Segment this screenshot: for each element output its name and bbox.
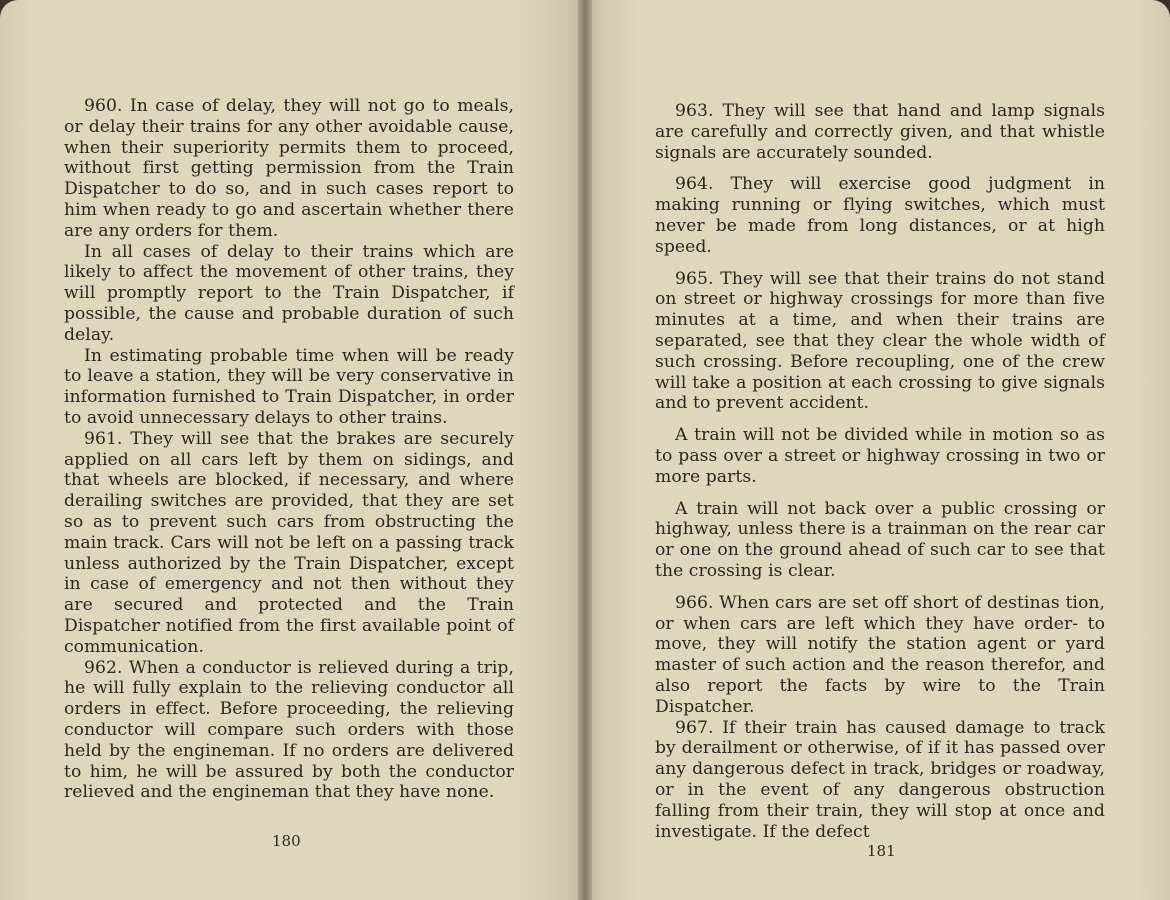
paragraph-964: 964. They will exercise good judgment in making running or flying switches, which must never be made from long distances, or at high speed. (655, 174, 1105, 257)
page-number-right: 181 (867, 842, 896, 860)
paragraph-965-divided: A train will not be divided while in motion so as to pass over a street or highway crossing in two or more parts. (655, 425, 1105, 487)
page-number-left: 180 (272, 832, 301, 850)
paragraph-960: 960. In case of delay, they will not go to meals, or delay their trains for any other avoidable cause, when their superiority permits them to proceed, without first getting permission from the Train Dispatcher to do so, and in such cases report to him when ready to go and ascertain whether there are any orders for them. (64, 96, 514, 241)
paragraph-966: 966. When cars are set off short of destinas tion, or when cars are left which they have order- to move, they will notify the station agent or yard master of such action and the reason therefor, and also report the facts by wire to the Train Dispatcher. (655, 592, 1105, 717)
paragraph-960-estimating: In estimating probable time when will be ready to leave a station, they will be very conservative in information furnished to Train Dispatcher, in order to avoid unnecessary delays to other trains. (64, 345, 514, 428)
paragraph-965-back: A train will not back over a public crossing or highway, unless there is a trainman on the rear car or one on the ground ahead of such car to see that the crossing is clear. (655, 498, 1105, 581)
paragraph-960-delay: In all cases of delay to their trains which are likely to affect the movement of other trains, they will promptly report to the Train Dispatcher, if possible, the cause and probable duration of such delay. (64, 241, 514, 345)
left-page-text (64, 96, 514, 803)
paragraph-962: 962. When a conductor is relieved during a trip, he will fully explain to the relieving conductor all orders in effect. Before proceeding, the relieving conductor will compare such orders with those held by the engineman. If no orders are delivered to him, he will be assured by both the conductor relieved and the engineman that they have none. (64, 657, 514, 803)
paragraph-967: 967. If their train has caused damage to track by derailment or otherwise, of if it has passed over any dangerous defect in track, bridges or roadway, or in the event of any dangerous obstruction falling from their train, they will stop at once and investigate. If the defect (655, 717, 1105, 842)
right-page-text (655, 101, 1105, 842)
paragraph-965: 965. They will see that their trains do not stand on street or highway crossings for more than five minutes at a time, and when their trains are separated, see that they clear the whole width of such crossing. Before recoupling, one of the crew will take a position at each crossing to give signals and to prevent accident. (655, 268, 1105, 414)
book-gutter (578, 0, 592, 900)
paragraph-961: 961. They will see that the brakes are securely applied on all cars left by them on sidings, and that wheels are blocked, if necessary, and where derailing switches are provided, that they are set so as to prevent such cars from obstructing the main track. Cars will not be left on a passing track unless authorized by the Train Dispatcher, except in case of emergency and not then without they are secured and protected and the Train Dispatcher notified from the first available point of communication. (64, 428, 514, 657)
right-page (585, 0, 1170, 900)
paragraph-963: 963. They will see that hand and lamp signals are carefully and correctly given, and that whistle signals are accurately sounded. (655, 101, 1105, 163)
